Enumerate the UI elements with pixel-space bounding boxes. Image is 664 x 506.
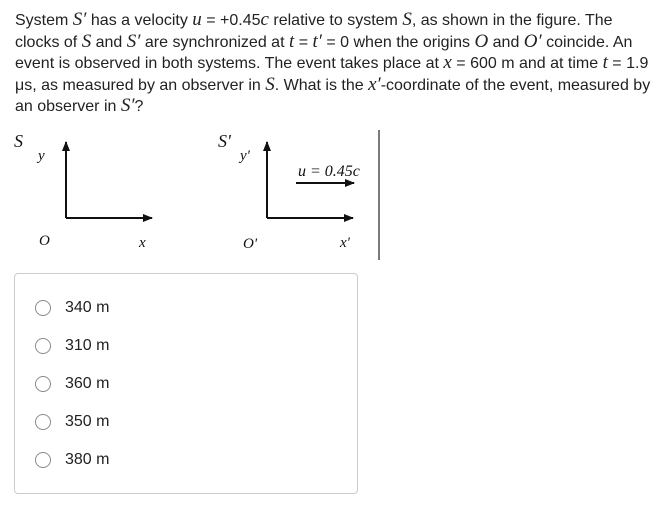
x-axis-label: x bbox=[139, 235, 146, 251]
radio-button[interactable] bbox=[35, 414, 51, 430]
reference-frames-figure bbox=[0, 120, 400, 265]
choice-label: 360 m bbox=[65, 375, 110, 392]
choice-label: 350 m bbox=[65, 413, 110, 430]
radio-button[interactable] bbox=[35, 338, 51, 354]
velocity-label: u = 0.45c bbox=[298, 163, 360, 180]
origin-o-prime-label: O' bbox=[243, 236, 258, 252]
radio-button[interactable] bbox=[35, 452, 51, 468]
choice-option[interactable] bbox=[35, 448, 109, 472]
radio-button[interactable] bbox=[35, 376, 51, 392]
origin-o-label: O bbox=[39, 233, 50, 249]
frame-s-prime-label: S' bbox=[218, 131, 231, 151]
choice-label: 380 m bbox=[65, 451, 110, 468]
choice-option[interactable] bbox=[35, 296, 109, 320]
choice-option[interactable] bbox=[35, 372, 109, 396]
x-prime-axis-label: x' bbox=[340, 235, 350, 251]
y-axis-label: y bbox=[38, 148, 45, 164]
choice-label: 340 m bbox=[65, 299, 110, 316]
choice-label: 310 m bbox=[65, 337, 110, 354]
y-prime-axis-label: y' bbox=[240, 148, 250, 164]
radio-button[interactable] bbox=[35, 300, 51, 316]
answer-choices bbox=[14, 273, 358, 494]
choice-option[interactable] bbox=[35, 410, 109, 434]
frame-s-label: S bbox=[14, 131, 23, 151]
question-text: System S′ has a velocity u = +0.45c relative to system S, as shown in the figure. The clocks of S and S′ are synchronized at t = t′ = 0 when the origins O and O′ coincide. An event is observed in both systems. The event takes place at x = 600 m and at time t = 1.9 μs, as measured by an observer in S. What is the x′-coordinate of the event, measured by an observer in S′? bbox=[15, 9, 651, 116]
choice-option[interactable] bbox=[35, 334, 109, 358]
